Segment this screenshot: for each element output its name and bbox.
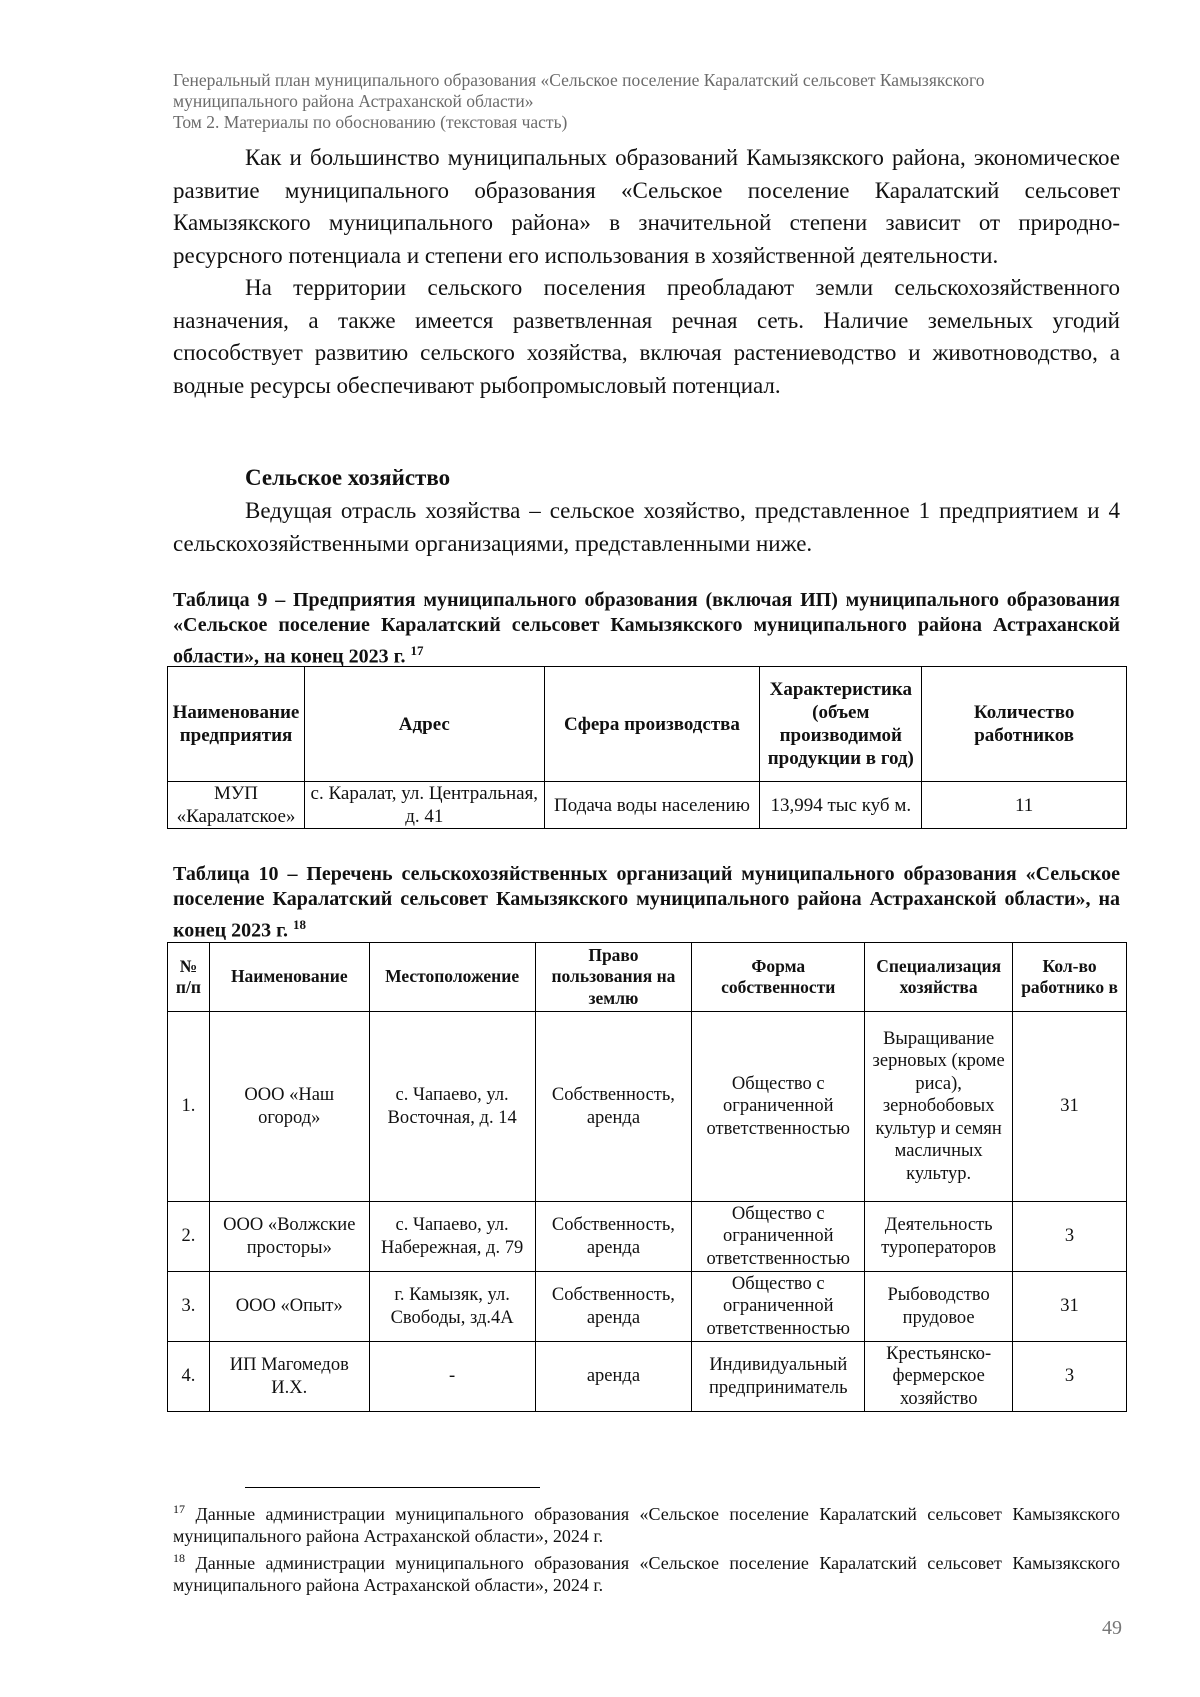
table-9-header-cell: Количество работников: [922, 667, 1127, 782]
header-line-1: Генеральный план муниципального образования «Сельское поселение Каралатский сельсовет Камызякского: [173, 70, 985, 90]
intro-paragraph-2: На территории сельского поселения преобладают земли сельскохозяйственного назначения, а также имеется разветвленная речная сеть. Наличие земельных угодий способствует развитию сельского хозяйства, включая растениеводство и животноводство, а водные ресурсы обеспечивают рыбопромысловый потенциал.: [173, 275, 1120, 398]
table-10-header-cell: Специализация хозяйства: [865, 943, 1013, 1012]
table-10: [167, 942, 1127, 1412]
footnote-18: [173, 1547, 1120, 1596]
table-cell: с. Чапаево, ул. Восточная, д. 14: [369, 1012, 535, 1202]
table-cell: Крестьянско-фермерское хозяйство: [865, 1342, 1013, 1412]
agriculture-section: [173, 495, 1120, 560]
table-cell: 31: [1013, 1012, 1127, 1202]
table-cell: 13,994 тыс куб м.: [760, 782, 922, 829]
table-cell: ООО «Волжские просторы»: [209, 1202, 369, 1272]
table-row: [168, 1272, 1127, 1342]
section-title-agriculture: Сельское хозяйство: [245, 465, 451, 490]
table-cell: Собственность, аренда: [535, 1272, 692, 1342]
table-cell: МУП «Каралатское»: [168, 782, 305, 829]
table-cell: 3.: [168, 1272, 210, 1342]
table-cell: Собственность, аренда: [535, 1202, 692, 1272]
table-10-header-cell: № п/п: [168, 943, 210, 1012]
table-row: [168, 1012, 1127, 1202]
table-cell: 31: [1013, 1272, 1127, 1342]
page-number: 49: [1102, 1617, 1122, 1639]
table-cell: 3: [1013, 1202, 1127, 1272]
intro-paragraph-1: Как и большинство муниципальных образований Камызякского района, экономическое развитие муниципального образования «Сельское поселение Каралатский сельсовет Камызякского муниципального района» в значительной степени зависит от природно-ресурсного потенциала и степени его использования в хозяйственной деятельности.: [173, 145, 1120, 268]
table-row: [168, 1342, 1127, 1412]
table-cell: Индивидуальный предприниматель: [692, 1342, 865, 1412]
table-row: [168, 782, 1127, 829]
table-cell: Выращивание зерновых (кроме риса), зернобобовых культур и семян масличных культур.: [865, 1012, 1013, 1202]
table-cell: 4.: [168, 1342, 210, 1412]
table-9-header-cell: Адрес: [304, 667, 544, 782]
table-cell: с. Чапаево, ул. Набережная, д. 79: [369, 1202, 535, 1272]
document-header: [173, 70, 1133, 133]
table-cell: -: [369, 1342, 535, 1412]
table-cell: ООО «Опыт»: [209, 1272, 369, 1342]
table-9-header-cell: Сфера производства: [544, 667, 760, 782]
table-cell: аренда: [535, 1342, 692, 1412]
footnote-17: [173, 1498, 1120, 1547]
footnote-number: 17: [173, 1502, 185, 1516]
table-9-header-row: [168, 667, 1127, 782]
footnote-separator: [245, 1487, 540, 1488]
table-10-caption-text: Таблица 10 – Перечень сельскохозяйственных организаций муниципального образования «Сельское поселение Каралатский сельсовет Камызякского муниципального района Астраханской области», на конец 2023 г.: [173, 863, 1120, 942]
table-10-header-row: [168, 943, 1127, 1012]
table-cell: Деятельность туроператоров: [865, 1202, 1013, 1272]
table-cell: ООО «Наш огород»: [209, 1012, 369, 1202]
table-cell: Подача воды населению: [544, 782, 760, 829]
table-9: [167, 666, 1127, 829]
table-10-header-cell: Форма собственности: [692, 943, 865, 1012]
table-10-header-cell: Кол-во работнико в: [1013, 943, 1127, 1012]
table-cell: 2.: [168, 1202, 210, 1272]
footnote-text: Данные администрации муниципального образования «Сельское поселение Каралатский сельсовет Камызякского муниципального района Астраханской области», 2024 г.: [173, 1504, 1121, 1546]
agriculture-paragraph: Ведущая отрасль хозяйства – сельское хозяйство, представленное 1 предприятием и 4 сельскохозяйственными организациями, представленными ниже.: [173, 498, 1120, 556]
footnote-ref-17: 17: [410, 643, 424, 658]
table-cell: Общество с ограниченной ответственностью: [692, 1272, 865, 1342]
header-line-3: Том 2. Материалы по обоснованию (текстовая часть): [173, 112, 568, 132]
table-cell: ИП Магомедов И.Х.: [209, 1342, 369, 1412]
footnote-text: Данные администрации муниципального образования «Сельское поселение Каралатский сельсовет Камызякского муниципального района Астраханской области», 2024 г.: [173, 1553, 1121, 1595]
table-cell: с. Каралат, ул. Центральная, д. 41: [304, 782, 544, 829]
table-cell: г. Камызяк, ул. Свободы, зд.4А: [369, 1272, 535, 1342]
table-9-caption: [173, 588, 1120, 670]
table-10-caption: [173, 862, 1120, 944]
table-10-header-cell: Наименование: [209, 943, 369, 1012]
table-cell: 1.: [168, 1012, 210, 1202]
table-9-header-cell: Наименование предприятия: [168, 667, 305, 782]
footnotes: [173, 1498, 1120, 1596]
intro-section: [173, 142, 1120, 402]
table-9-caption-text: Таблица 9 – Предприятия муниципального образования (включая ИП) муниципального образования «Сельское поселение Каралатский сельсовет Камызякского муниципального района Астраханской области», на конец 2023 г.: [173, 589, 1120, 668]
table-cell: Общество с ограниченной ответственностью: [692, 1202, 865, 1272]
table-cell: Общество с ограниченной ответственностью: [692, 1012, 865, 1202]
table-9-header-cell: Характеристика (объем производимой продукции в год): [760, 667, 922, 782]
table-cell: Собственность, аренда: [535, 1012, 692, 1202]
table-cell: Рыбоводство прудовое: [865, 1272, 1013, 1342]
footnote-ref-18: 18: [293, 917, 307, 932]
table-row: [168, 1202, 1127, 1272]
table-cell: 11: [922, 782, 1127, 829]
footnote-number: 18: [173, 1551, 185, 1565]
table-cell: 3: [1013, 1342, 1127, 1412]
table-10-header-cell: Право пользования на землю: [535, 943, 692, 1012]
table-10-header-cell: Местоположение: [369, 943, 535, 1012]
header-line-2: муниципального района Астраханской области»: [173, 91, 534, 111]
